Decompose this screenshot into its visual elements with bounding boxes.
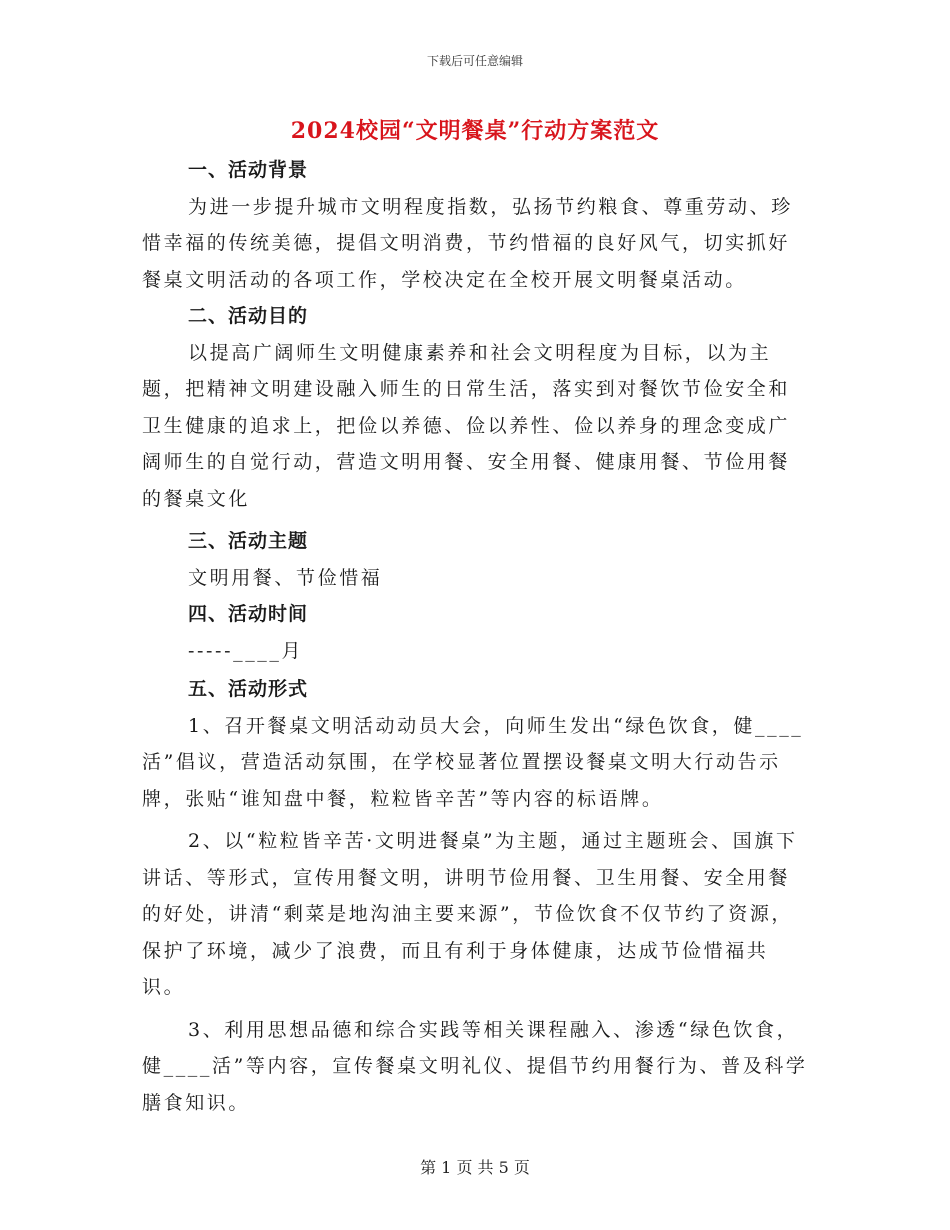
paragraph: 文明用餐、节俭惜福	[188, 566, 383, 589]
section-heading: 一、活动背景	[188, 159, 309, 181]
section-heading: 三、活动主题	[188, 530, 309, 552]
section-heading: 四、活动时间	[188, 603, 309, 625]
section-format	[142, 671, 808, 1121]
section-purpose	[142, 298, 808, 517]
section-theme	[142, 523, 808, 596]
paragraph: 3、利用思想品德和综合实践等相关课程融入、渗透“绿色饮食，健____活”等内容，宣传餐桌文明礼仪、提倡节约用餐行为、普及科学膳食知识。	[142, 1018, 808, 1114]
paragraph: 1、召开餐桌文明活动动员大会，向师生发出“绿色饮食，健____活”倡议，营造活动氛围，在学校显著位置摆设餐桌文明大行动告示牌，张贴“谁知盘中餐，粒粒皆辛苦”等内容的标语牌。	[142, 714, 804, 810]
document-title: 2024校园“文明餐桌”行动方案范文	[290, 118, 660, 144]
paragraph: 2、以“粒粒皆辛苦·文明进餐桌”为主题，通过主题班会、国旗下讲话、等形式，宣传用餐文明，讲明节俭用餐、卫生用餐、安全用餐的好处，讲清“剩菜是地沟油主要来源”，节俭饮食不仅节约了资源，保护了环境，减少了浪费，而且有利于身体健康，达成节俭惜福共识。	[142, 830, 798, 998]
paragraph: 以提高广阔师生文明健康素养和社会文明程度为目标，以为主题，把精神文明建设融入师生的日常生活，落实到对餐饮节俭安全和卫生健康的追求上，把俭以养德、俭以养性、俭以养身的理念变成广阔师生的自觉行动，营造文明用餐、安全用餐、健康用餐、节俭用餐的餐桌文化	[142, 341, 791, 510]
paragraph: -----____月	[188, 639, 304, 662]
section-heading: 五、活动形式	[188, 678, 309, 700]
section-time	[142, 596, 808, 669]
header-note: 下载后可任意编辑	[426, 54, 523, 68]
section-heading: 二、活动目的	[188, 305, 309, 327]
paragraph: 为进一步提升城市文明程度指数，弘扬节约粮食、尊重劳动、珍惜幸福的传统美德，提倡文明消费，节约惜福的良好风气，切实抓好餐桌文明活动的各项工作，学校决定在全校开展文明餐桌活动。	[142, 195, 793, 291]
document-body	[142, 152, 808, 1121]
page-number: 第 1 页 共 5 页	[420, 1158, 530, 1177]
section-background	[142, 152, 808, 298]
